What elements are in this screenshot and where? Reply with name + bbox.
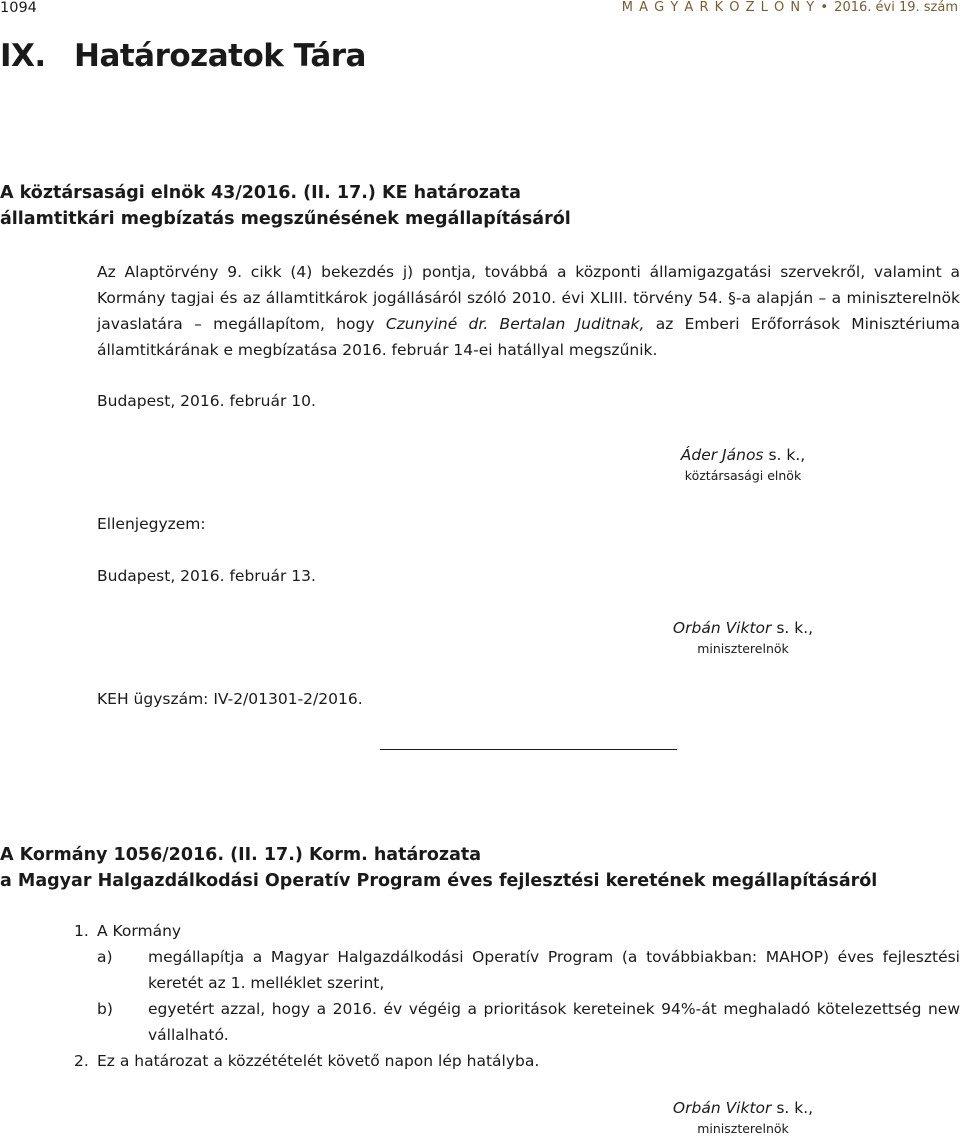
running-header [622,0,958,15]
subitem-text: megállapítja a Magyar Halgazdálkodási Operatív Program (a továbbiakban: MAHOP) éves fejlesztési keretét az 1. melléklet szerint, [148,948,960,992]
issue-number: 2016. évi 19. szám [834,0,958,15]
place-date: Budapest, 2016. február 13. [97,567,316,585]
resolution-title-line: A köztársasági elnök 43/2016. (II. 17.) KE határozata [0,183,521,203]
signer-name: Orbán Viktor [672,619,772,637]
official-name: Czunyiné dr. Bertalan Juditnak, [385,315,645,333]
signature-block [643,446,843,483]
signer-name: Orbán Viktor [672,1099,772,1117]
item-text: A Kormány [97,922,182,940]
item-number: 2. [74,1052,89,1070]
case-number: KEH ügyszám: IV-2/01301-2/2016. [97,690,363,708]
section-name: Határozatok Tára [74,38,366,74]
signer-suffix: s. k., [771,1099,814,1117]
section-number: IX. [0,38,46,74]
resolution-body [97,259,960,363]
signer-suffix: s. k., [771,619,814,637]
publication-name: M A G Y A R K Ö Z L Ö N Y [621,0,816,15]
body-text-end: az Emberi Erőforrások Minisztériuma államtitkárának e megbízatása 2016. február 14-ei hatállyal megszűnik. [97,315,960,359]
section-divider [380,749,677,750]
resolution-title-line: A Kormány 1056/2016. (II. 17.) Korm. határozata [0,845,482,865]
subitem-label: b) [97,1000,113,1018]
header-separator: • [820,0,830,15]
page-number: 1094 [0,0,37,16]
signer-role: köztársasági elnök [684,468,802,483]
resolution-subtitle-line: államtitkári megbízatás megszűnésének megállapításáról [0,209,571,229]
signer-role: miniszterelnök [697,641,789,656]
countersign-label: Ellenjegyzem: [97,515,206,533]
resolution-items [0,918,960,1078]
subitem-text: egyetért azzal, hogy a 2016. év végéig a prioritások kereteinek 94%-át meghaladó kötelezettség new vállalható. [148,1000,960,1044]
resolution-title [0,842,877,894]
item-text: Ez a határozat a közzétételét követő napon lép hatályba. [97,1052,540,1070]
subitem-label: a) [97,948,113,966]
resolution-subtitle-line: a Magyar Halgazdálkodási Operatív Program éves fejlesztési keretének megállapításáról [0,871,878,891]
signature-block [643,1099,843,1136]
body-text: Az Alaptörvény 9. cikk (4) bekezdés j) pontja, továbbá a központi államigazgatási szervekről, valamint a Kormány tagjai és az államtitkárok jogállásáról szóló 2010. évi XLIII. törvény 54. §-a alapján – a miniszterelnök javaslatára – megállapítom, hogy [97,263,960,333]
resolution-title [0,180,571,232]
signer-role: miniszterelnök [697,1121,789,1136]
signer-name: Áder János [680,446,764,464]
section-title [0,38,366,74]
item-number: 1. [74,922,89,940]
signature-block [643,619,843,656]
signer-suffix: s. k., [763,446,806,464]
place-date: Budapest, 2016. február 10. [97,392,316,410]
